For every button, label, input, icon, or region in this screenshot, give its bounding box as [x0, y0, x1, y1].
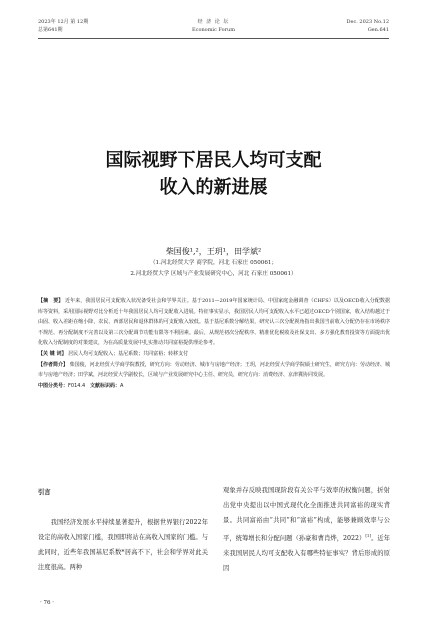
- class-label: 中图分类号：: [38, 382, 69, 389]
- journal-name-en: Economic Forum: [192, 27, 235, 33]
- article-title: [0, 147, 427, 201]
- abstract-block: [38, 296, 390, 391]
- keywords: [38, 349, 390, 360]
- header-rule: [38, 38, 389, 39]
- body-left-column: [38, 485, 208, 575]
- body-paragraph: 我国经济发展水平持续显著提升，根据世界银行2022年设定的高收入国家门槛，我国即将站在高收入国家的门槛。与此同时，近些年我国基尼系数*居高不下，社会和学界对此关注度很高。两种: [38, 519, 209, 571]
- body-right-column: [223, 483, 390, 576]
- author-bio-label: 【作者简介】: [38, 361, 69, 368]
- issue-total-en: Gen.641: [367, 27, 389, 33]
- journal-issue-info-en: [346, 18, 389, 34]
- abstract-label: 【摘 要】: [38, 298, 64, 304]
- keywords-label: 【关 键 词】: [38, 350, 67, 357]
- body-paragraph-continued: [223, 483, 390, 576]
- journal-name-cn: 经 济 论 坛: [197, 19, 230, 25]
- affiliation-2: 2.河北经贸大学 区域与产业发展研究中心，河北 石家庄 050061）: [130, 270, 297, 277]
- authors: 柴国俊¹,²，王玥¹，田学斌²: [165, 247, 262, 256]
- abstract-text: 近年来，我国居民可支配收入状况备受社会和学界关注。基于2011—2019年国家统计局、中国家庭金融调查（CHFS）以及OECD收入分配数据库等资料，采用国际视野对比分析近十年我国居民人均可支配收入进展。特征事实显示，我国居民人均可支配收入水平已超过OECD个别国家，收入结构越过于由固、收入差距在缩小降，农民、西部居民和退休群体的可支配收入较低。基于基尼系数分解结果，研究认三次分配视角指出我国当前收入分配仍存在市场秩序不规范、再分配制度不完善以及第三次分配调节功能有限等不利因素。最后，从规范初次分配秩序、精准优化税收及社保支出、多方强化教育投资等方面提出优化收入分配制度的对策建议，为在高质量发展中扎实推动共同富裕提供理论参考。: [38, 298, 390, 347]
- issue-date: 2023年 12月 第 12期: [38, 19, 89, 25]
- class-value: F014.4: [68, 382, 86, 389]
- body-text: 观象并存反映我国现阶段有关公平与效率的权衡问题，折射出党中央提出以中国式现代化全面推进共同富裕的现实背景。共同富裕由“共同”和“富裕”构成，能够兼顾效率与公平，统筹增长和分配问题（孙豪和曹肖烨，2022）: [223, 487, 390, 543]
- issue-date-en: Dec. 2023 No.12: [346, 19, 389, 25]
- issue-total: 总第641期: [38, 27, 63, 33]
- affiliation-1: （1.河北经贸大学 商学院，河北 石家庄 050061；: [149, 260, 278, 266]
- keywords-text: 居民人均可支配收入；基尼系数；共同富裕；转移支付: [68, 350, 189, 357]
- affiliations: [0, 258, 427, 279]
- title-line-1: 国际视野下居民人均可支配: [105, 150, 322, 171]
- page-number: · 76 ·: [40, 600, 54, 606]
- author-bio-text: 柴国俊，河北经贸大学商学院教授，研究方向：劳动经济、城市与房地产经济；王玥，河北经贸大学商学院硕士研究生，研究方向：劳动经济、城市与房地产经济；田学斌，河北经贸大学副校长，区域与产业发展研究中心主任、研究员，研究方向：消费经济、京津冀协同发展。: [38, 361, 391, 379]
- citation-ref: [1]: [365, 533, 372, 538]
- intro-heading: 引言: [38, 489, 51, 496]
- classification: [38, 381, 390, 392]
- author-bio: [38, 360, 390, 381]
- doc-label: 文献标识码：: [90, 382, 121, 389]
- abstract: [38, 296, 390, 349]
- title-line-2: 收入的新进展: [159, 177, 268, 198]
- body-text-tail: 。近年来我国居民人均可支配收入有哪些特征事实？背后形成的原因: [223, 535, 390, 573]
- doc-value: A: [120, 382, 124, 389]
